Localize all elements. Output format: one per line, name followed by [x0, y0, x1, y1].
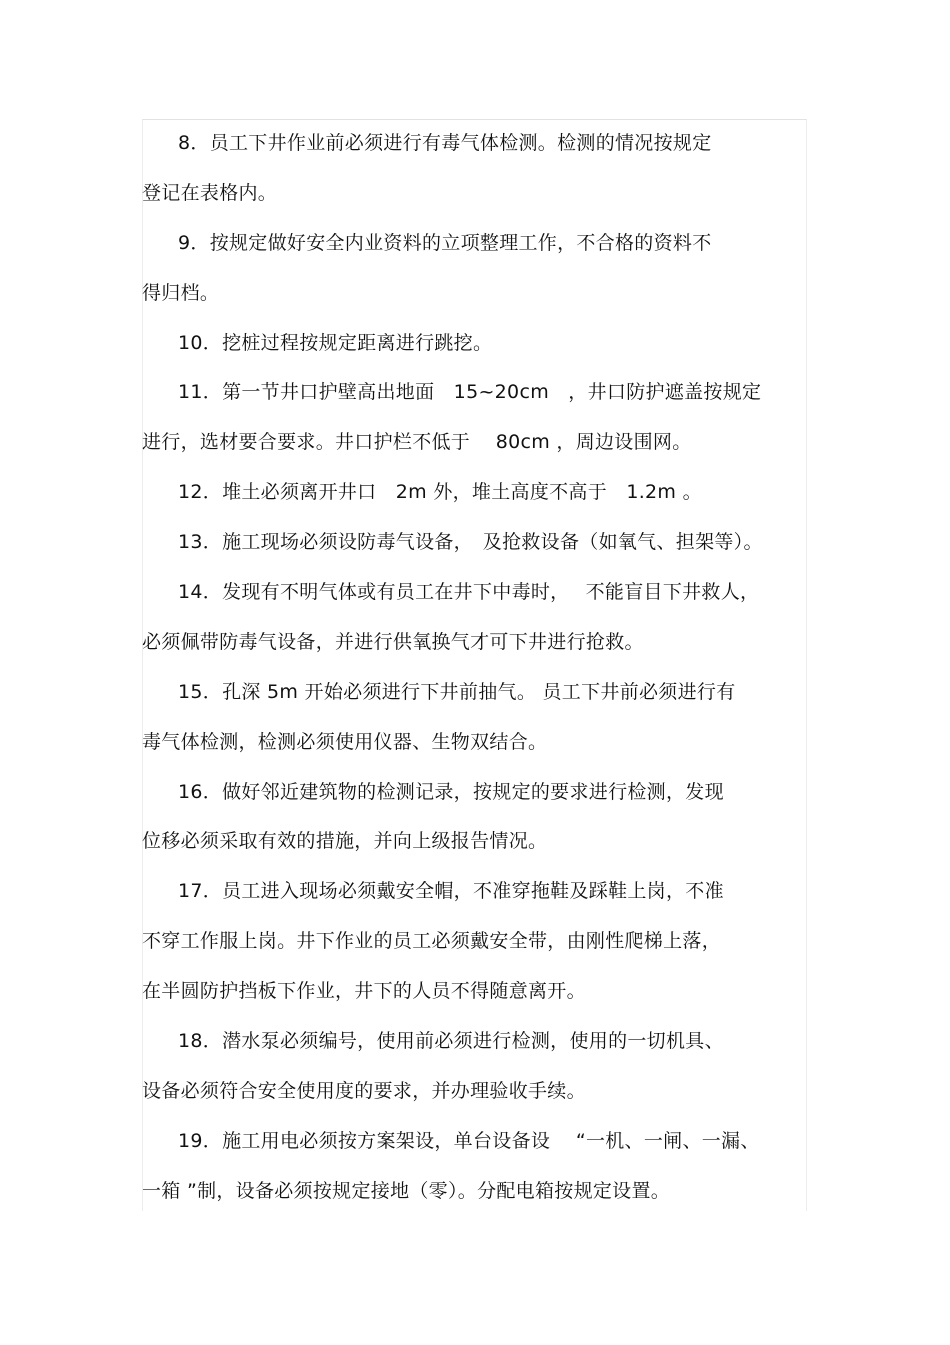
text-line: 在半圆防护挡板下作业，井下的人员不得随意离开。 — [142, 980, 586, 1002]
text-line: 不穿工作服上岗。井下作业的员工必须戴安全带，由刚性爬梯上落， — [142, 930, 722, 952]
text-line: 10．挖桩过程按规定距离进行跳挖。 — [178, 332, 493, 354]
text-line: 8．员工下井作业前必须进行有毒气体检测。检测的情况按规定 — [178, 132, 712, 154]
text-line: 设备必须符合安全使用度的要求，并办理验收手续。 — [142, 1080, 586, 1102]
text-line: 登记在表格内。 — [142, 182, 278, 204]
text-line: 毒气体检测，检测必须使用仪器、生物双结合。 — [142, 731, 548, 753]
text-line: 16．做好邻近建筑物的检测记录，按规定的要求进行检测，发现 — [178, 781, 724, 803]
text-line: 必须佩带防毒气设备，并进行供氧换气才可下井进行抢救。 — [142, 631, 644, 653]
text-line: 15．孔深 5m 开始必须进行下井前抽气。 员工下井前必须进行有 — [178, 681, 736, 703]
text-line: 9．按规定做好安全内业资料的立项整理工作，不合格的资料不 — [178, 232, 712, 254]
text-line: 14．发现有不明气体或有员工在井下中毒时， 不能盲目下井救人， — [178, 581, 760, 603]
text-line: 一箱 ”制，设备必须按规定接地（零）。分配电箱按规定设置。 — [142, 1180, 671, 1202]
text-line: 13．施工现场必须设防毒气设备， 及抢救设备（如氧气、担架等）。 — [178, 531, 763, 553]
text-line: 进行，选材要合要求。井口护栏不低于 80cm ，周边设围网。 — [142, 431, 692, 453]
text-line: 11．第一节井口护壁高出地面 15~20cm ，井口防护遮盖按规定 — [178, 381, 762, 403]
text-line: 19．施工用电必须按方案架设，单台设备设 “一机、一闸、一漏、 — [178, 1130, 760, 1152]
text-line: 12．堆土必须离开井口 2m 外，堆土高度不高于 1.2m 。 — [178, 481, 702, 503]
text-line: 17．员工进入现场必须戴安全帽，不准穿拖鞋及踩鞋上岗，不准 — [178, 880, 724, 902]
text-line: 得归档。 — [142, 282, 220, 304]
text-line: 18．潜水泵必须编号，使用前必须进行检测，使用的一切机具、 — [178, 1030, 724, 1052]
text-line: 位移必须采取有效的措施，并向上级报告情况。 — [142, 830, 548, 852]
